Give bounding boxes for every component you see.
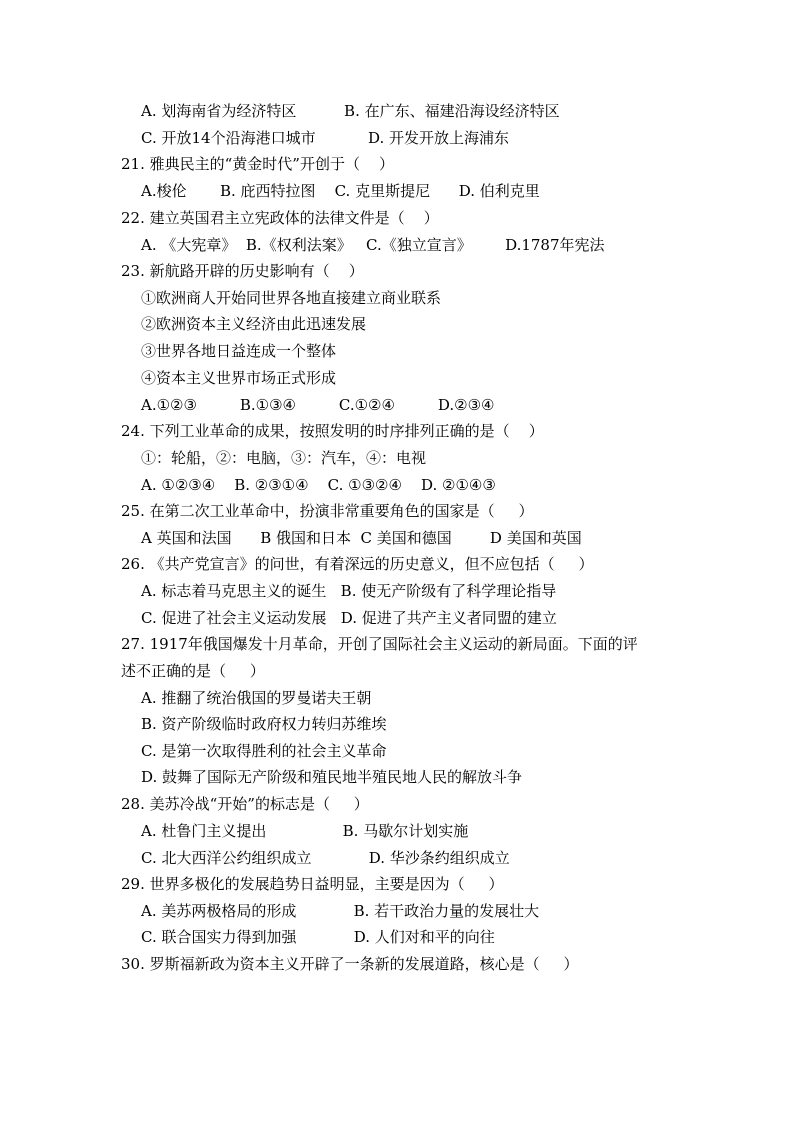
- q23-options: A.①②③ B.①③④ C.①②④ D.②③④: [141, 396, 495, 414]
- q24-options: A. ①②③④ B. ②③①④ C. ①③②④ D. ②①④③: [141, 476, 496, 494]
- q27-stem-continued: 述不正确的是（ ）: [121, 662, 265, 680]
- q23-statement-4: ④资本主义世界市场正式形成: [141, 369, 337, 387]
- q27-option-b: B. 资产阶级临时政府权力转归苏维埃: [141, 715, 387, 733]
- q20-options-ab: A. 划海南省为经济特区 B. 在广东、福建沿海设经济特区: [141, 102, 560, 120]
- q27-option-a: A. 推翻了统治俄国的罗曼诺夫王朝: [141, 689, 372, 707]
- q23-statement-1: ①欧洲商人开始同世界各地直接建立商业联系: [141, 289, 442, 307]
- q21-options: A.梭伦 B. 庇西特拉图 C. 克里斯提尼 D. 伯利克里: [141, 182, 540, 200]
- q26-options-cd: C. 促进了社会主义运动发展 D. 促进了共产主义者同盟的建立: [141, 609, 557, 627]
- q28-stem: 28. 美苏冷战“开始”的标志是（ ）: [121, 795, 369, 813]
- q23-statement-3: ③世界各地日益连成一个整体: [141, 342, 337, 360]
- q27-stem: 27. 1917年俄国爆发十月革命，开创了国际社会主义运动的新局面。下面的评: [121, 635, 638, 653]
- q25-stem: 25. 在第二次工业革命中，扮演非常重要角色的国家是（ ）: [121, 502, 534, 520]
- q23-statement-2: ②欧洲资本主义经济由此迅速发展: [141, 315, 367, 333]
- q22-stem: 22. 建立英国君主立宪政体的法律文件是（ ）: [121, 209, 439, 227]
- q22-options: A. 《大宪章》 B.《权利法案》 C.《独立宣言》 D.1787年宪法: [141, 236, 605, 254]
- q28-options-ab: A. 杜鲁门主义提出 B. 马歇尔计划实施: [141, 822, 469, 840]
- q20-options-cd: C. 开放14个沿海港口城市 D. 开发开放上海浦东: [141, 129, 510, 147]
- q24-items: ①：轮船，②：电脑，③：汽车，④：电视: [141, 449, 427, 467]
- q28-options-cd: C. 北大西洋公约组织成立 D. 华沙条约组织成立: [141, 849, 510, 867]
- q27-option-d: D. 鼓舞了国际无产阶级和殖民地半殖民地人民的解放斗争: [141, 768, 523, 786]
- q27-option-c: C. 是第一次取得胜利的社会主义革命: [141, 742, 387, 760]
- q24-stem: 24. 下列工业革命的成果，按照发明的时序排列正确的是（ ）: [121, 422, 544, 440]
- q23-stem: 23. 新航路开辟的历史影响有（ ）: [121, 262, 364, 280]
- q25-options: A 英国和法国 B 俄国和日本 C 美国和德国 D 美国和英国: [141, 529, 582, 547]
- q29-stem: 29. 世界多极化的发展趋势日益明显，主要是因为（ ）: [121, 875, 504, 893]
- q30-stem: 30. 罗斯福新政为资本主义开辟了一条新的发展道路，核心是（ ）: [121, 955, 579, 973]
- q26-stem: 26. 《共产党宣言》的问世，有着深远的历史意义，但不应包括（ ）: [121, 555, 594, 573]
- q29-options-ab: A. 美苏两极格局的形成 B. 若干政治力量的发展壮大: [141, 902, 540, 920]
- q21-stem: 21. 雅典民主的“黄金时代”开创于（ ）: [121, 155, 395, 173]
- q29-options-cd: C. 联合国实力得到加强 D. 人们对和平的向往: [141, 928, 495, 946]
- q26-options-ab: A. 标志着马克思主义的诞生 B. 使无产阶级有了科学理论指导: [141, 582, 557, 600]
